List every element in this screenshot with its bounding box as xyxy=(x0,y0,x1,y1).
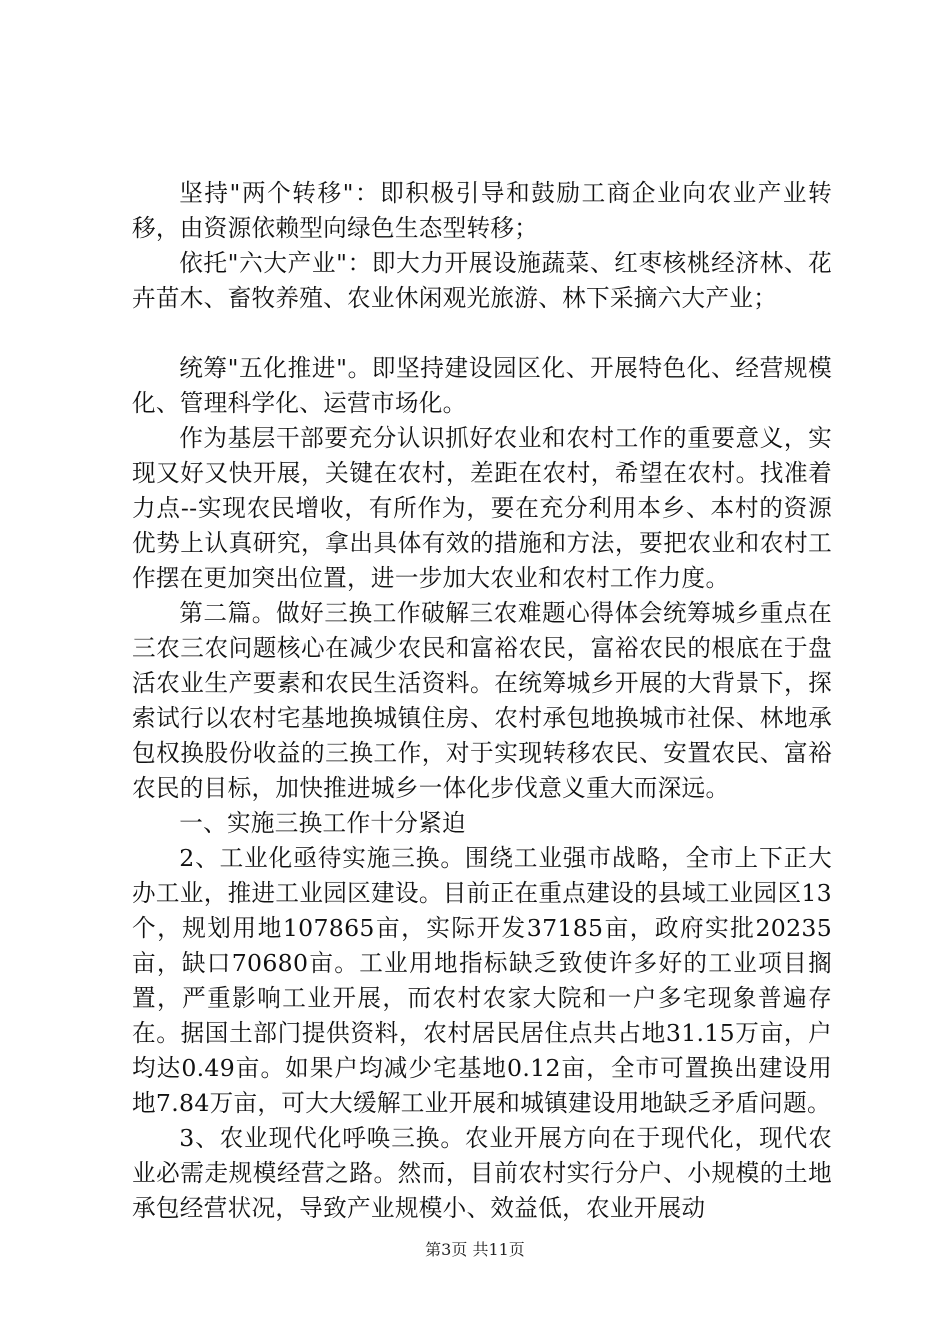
paragraph-five-advances: 统筹"五化推进"。即坚持建设园区化、开展特色化、经营规模化、管理科学化、运营市场化。 xyxy=(132,354,832,417)
document-body xyxy=(132,176,832,1226)
paragraph-six-industries: 依托"六大产业"：即大力开展设施蔬菜、红枣核桃经济林、花卉苗木、畜牧养殖、农业休闲观光旅游、林下采摘六大产业； xyxy=(132,249,832,312)
paragraph-agricultural-modernization: 3、农业现代化呼唤三换。农业开展方向在于现代化，现代农业必需走规模经营之路。然而，目前农村实行分户、小规模的土地承包经营状况，导致产业规模小、效益低，农业开展动 xyxy=(132,1124,832,1222)
page-number-footer: 第3页 共11页 xyxy=(425,1240,525,1259)
paragraph-two-transfers: 坚持"两个转移"：即积极引导和鼓励工商企业向农业产业转移，由资源依赖型向绿色生态型转移； xyxy=(132,179,832,242)
section-heading-urgency: 一、实施三换工作十分紧迫 xyxy=(179,809,466,837)
paragraph-industrialization: 2、工业化亟待实施三换。围绕工业强市战略，全市上下正大办工业，推进工业园区建设。目前正在重点建设的县域工业园区13个，规划用地107865亩，实际开发37185亩，政府实批20235亩，缺口70680亩。工业用地指标缺乏致使许多好的工业项目搁置，严重影响工业开展，而农村农家大院和一户多宅现象普遍存在。据国土部门提供资料，农村居民居住点共占地31.15万亩，户均达0.49亩。如果户均减少宅基地0.12亩，全市可置换出建设用地7.84万亩，可大大缓解工业开展和城镇建设用地缺乏矛盾问题。 xyxy=(132,844,832,1117)
blank-line xyxy=(132,316,832,351)
paragraph-grassroots-cadres: 作为基层干部要充分认识抓好农业和农村工作的重要意义，实现又好又快开展，关键在农村，差距在农村，希望在农村。找准着力点--实现农民增收，有所作为，要在充分利用本乡、本村的资源优势上认真研究，拿出具体有效的措施和方法，要把农业和农村工作摆在更加突出位置，进一步加大农业和农村工作力度。 xyxy=(132,424,832,592)
paragraph-second-article: 第二篇。做好三换工作破解三农难题心得体会统筹城乡重点在三农三农问题核心在减少农民和富裕农民，富裕农民的根底在于盘活农业生产要素和农民生活资料。在统筹城乡开展的大背景下，探索试行以农村宅基地换城镇住房、农村承包地换城市社保、林地承包权换股份收益的三换工作，对于实现转移农民、安置农民、富裕农民的目标，加快推进城乡一体化步伐意义重大而深远。 xyxy=(132,599,832,802)
